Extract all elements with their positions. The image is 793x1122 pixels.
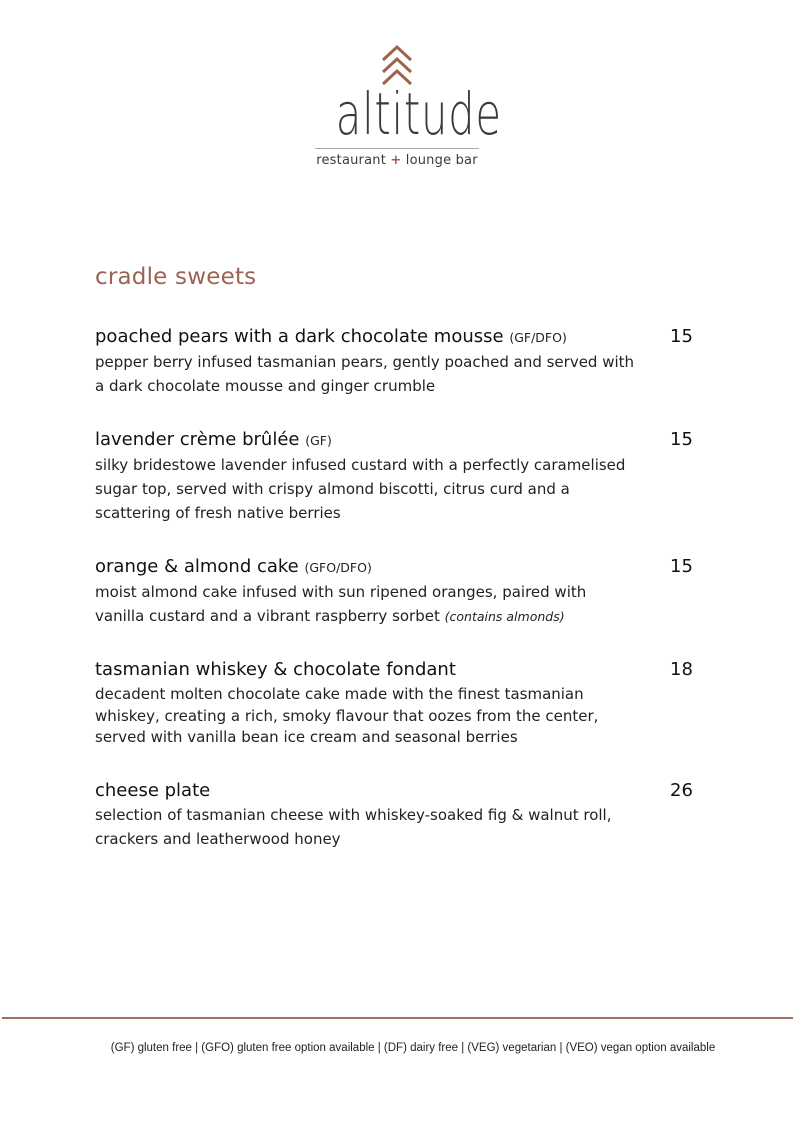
- menu-item-description-text: moist almond cake infused with sun ripened oranges, paired with vanilla custard and a vibrant raspberry sorbet: [95, 583, 587, 625]
- menu-item-tag: (GFO/DFO): [304, 560, 372, 575]
- menu-item-tag: (GF/DFO): [509, 330, 567, 345]
- menu-item-title: lavender crème brûlée: [95, 429, 300, 450]
- menu-item-title: cheese plate: [95, 780, 211, 801]
- menu-item-price: 15: [670, 326, 693, 347]
- menu-item-name: [95, 658, 695, 682]
- menu-item-title: tasmanian whiskey & chocolate fondant: [95, 659, 456, 680]
- menu-item-price: 18: [670, 659, 693, 680]
- menu-item-description: pepper berry infused tasmanian pears, gently poached and served with a dark chocolate mousse and ginger crumble: [95, 353, 635, 395]
- menu-item: [95, 325, 695, 398]
- brand-name: altitude: [335, 80, 502, 148]
- menu-item-price: 26: [670, 780, 693, 801]
- brand-sub-right: lounge bar: [405, 153, 478, 168]
- menu-item: [95, 779, 695, 851]
- footer-divider: [2, 1017, 793, 1019]
- brand-sub-plus: +: [390, 153, 402, 168]
- menu-item-description: selection of tasmanian cheese with whiskey-soaked fig & walnut roll, crackers and leatherwood honey: [95, 806, 612, 848]
- menu-item-price: 15: [670, 556, 693, 577]
- brand-logo: [312, 44, 502, 168]
- menu-item-name: [95, 779, 695, 803]
- menu-item-tag: (GF): [305, 433, 332, 448]
- menu-item-price: 15: [670, 429, 693, 450]
- dietary-legend: (GF) gluten free | (GFO) gluten free option available | (DF) dairy free | (VEG) vegetarian | (VEO) vegan option available: [110, 1042, 716, 1054]
- menu-item-name: [95, 428, 695, 453]
- menu-item-title: poached pears with a dark chocolate mousse: [95, 326, 504, 347]
- brand-sub-left: restaurant: [316, 153, 386, 168]
- menu-item-description: silky bridestowe lavender infused custard with a perfectly caramelised sugar top, served with crispy almond biscotti, citrus curd and a scattering of fresh native berries: [95, 456, 626, 522]
- menu-item-note: (contains almonds): [444, 609, 565, 624]
- menu-item-description: decadent molten chocolate cake made with the finest tasmanian whiskey, creating a rich, smoky flavour that oozes from the center, served with vanilla bean ice cream and seasonal berries: [95, 685, 599, 746]
- section-title: cradle sweets: [95, 264, 257, 290]
- menu-item-name: [95, 325, 695, 350]
- menu-item-name: [95, 555, 695, 580]
- menu-item: [95, 428, 695, 525]
- menu-item-description: [95, 580, 640, 629]
- logo-divider: [315, 148, 479, 149]
- menu-item-title: orange & almond cake: [95, 556, 299, 577]
- menu-item: [95, 555, 695, 629]
- menu-item: [95, 658, 695, 749]
- brand-subtitle: [312, 153, 482, 168]
